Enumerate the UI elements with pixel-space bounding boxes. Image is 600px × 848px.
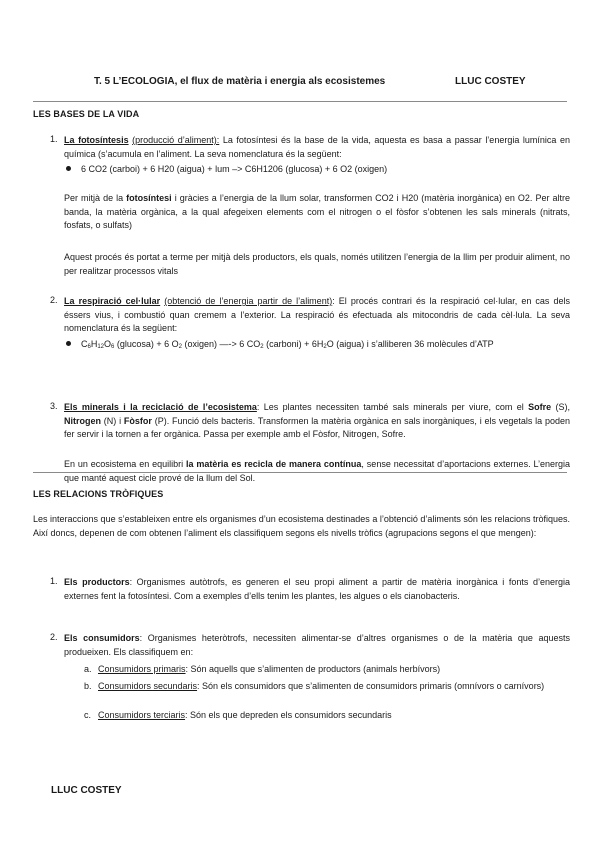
sub-text: : Són aquells que s’alimenten de productors (animals herbívors) [185, 664, 441, 674]
para-text: : Les plantes necessiten també sals minerals per viure, com el [256, 402, 529, 412]
item-number: 1. [50, 576, 58, 586]
section-heading-bases: LES BASES DE LA VIDA [33, 109, 140, 119]
para-text: En un ecosistema en equilibri [64, 459, 187, 469]
consumidors-paragraph [64, 632, 570, 659]
eq-part: (carboni) + 6H [263, 339, 324, 349]
term-minerals: Els minerals i la reciclació de l’ecosistema [64, 402, 257, 412]
eq-part: O (aigua) i s’alliberen 36 molècules d’ATP [326, 339, 494, 349]
eq-part: (oxigen) —-> 6 CO [182, 339, 261, 349]
document-title: T. 5 L’ECOLOGIA, el flux de matèria i energia als ecosistemes [94, 76, 386, 87]
para-bold: la matèria es recicla de manera contínua [186, 459, 362, 469]
bullet-icon [66, 341, 71, 346]
bullet-icon [66, 166, 71, 171]
equation-text: 6 CO2 (carboi) + 6 H20 (aigua) + lum –> C6H1206 (glucosa) + 6 O2 (oxigen) [81, 164, 388, 174]
fotosintesi-paragraph-2 [64, 192, 570, 233]
sub-item-terciaris [84, 710, 392, 720]
fotosintesi-text: La fotosíntesi és la base de la vida, aquesta es basa a passar l’energia lumínica en química (s’acumula en l’aliment. La seva nomenclatura és la següent: [64, 135, 570, 159]
eq-sub: 6 [87, 344, 91, 350]
footer-author: LLUC COSTEY [51, 785, 122, 796]
productors-paragraph [64, 576, 570, 603]
sub-term: Consumidors terciaris [98, 710, 186, 720]
eq-part: H [90, 339, 98, 349]
sub-letter: c. [84, 710, 92, 720]
para-text: : Organismes heteròtrofs, necessiten alimentar-se d’altres organismes o de la matèria que aquests produeixen. Els classifiquem en: [64, 633, 570, 657]
minerals-paragraph [64, 401, 570, 442]
sub-term: Consumidors primaris [98, 664, 186, 674]
respiracio-text: : El procés contrari és la respiració cel·lular, en cas dels éssers vius, i combustió quan cremem a l’exterior. La respiració és efectuada als mitocondris de cada cèl·lula. La seva nomenclatura és la següent: [64, 296, 570, 334]
para-bold: Sofre [528, 402, 552, 412]
para-text: Per mitjà de la [64, 193, 127, 203]
eq-part: O [104, 339, 112, 349]
term-consumidors: Els consumidors [64, 633, 140, 643]
para-text: (P). Funció dels bacteris. Transformen la matèria orgànica en sals inorgàniques, i els vegetals la poden fer servir i la tornen a fer orgànica. Passa per exemple amb el Fòsfor, Nitrogen, Sofre. [64, 415, 571, 440]
header-divider [33, 101, 567, 102]
item-number: 1. [50, 134, 58, 144]
term-fotosintesi: La fotosíntesis [64, 135, 129, 145]
sub-letter: b. [84, 681, 92, 691]
para-bold: Nitrogen [64, 415, 101, 426]
sub-term: Consumidors secundaris [98, 681, 198, 691]
relacions-intro [33, 513, 570, 540]
term-productors: Els productors [64, 577, 130, 587]
fotosintesi-paragraph-3: Aquest procés és portat a terme per mitjà dels productors, els quals, només utilitzen l’energia de la llim per produir aliment, no per realitzar processos vitals [64, 252, 570, 276]
para-bold: Fòsfor [123, 415, 152, 426]
fotosintesi-paragraph [64, 134, 570, 161]
para-text: (S), [551, 402, 570, 412]
term-fotosintesi-paren: (producció d’aliment): [132, 135, 220, 145]
para-text: : Organismes autòtrofs, es generen el seu propi aliment a partir de matèria inorgànica i fonts d’energia externes fent la fotosíntesi. Com a exemples d’ells tenim les plantes, les algues o els cianobacteris. [64, 577, 570, 601]
intro-text: Les interaccions que s’estableixen entre els organismes d’un ecosistema destinades a l’obtenció d’aliments són les relacions tròfiques. Així doncs, depenen de com obtenen l’aliment els classifiquem segons els nivells tròfics (agrupacions segons el que mengen): [33, 514, 570, 538]
respiracio-paragraph [64, 295, 570, 336]
term-respiracio-paren: (obtenció de l’energia partir de l’aliment) [164, 296, 333, 306]
eq-sub: 12 [97, 344, 105, 350]
eq-sub: 2 [178, 344, 183, 350]
eq-sub: 6 [111, 344, 115, 350]
item-number: 2. [50, 632, 58, 642]
sub-text: : Són els consumidors que s’alimenten de consumidors primaris (omnívors o carnívors) [197, 681, 545, 691]
item-number: 3. [50, 401, 58, 411]
header-author: LLUC COSTEY [455, 76, 526, 87]
eq-sub: 2 [323, 344, 327, 350]
sub-letter: a. [84, 664, 92, 674]
para-text: (N) i [101, 415, 124, 426]
respiracio-equation [66, 339, 494, 350]
sub-text: : Són els que depreden els consumidors secundaris [185, 710, 392, 720]
para-bold: fotosíntesi [126, 193, 172, 203]
item-number: 2. [50, 295, 58, 305]
eq-sub: 2 [260, 344, 264, 350]
para-text: , sense necessitat d’aportacions externes. L’energia que manté aquest cicle prové de la llum del Sol. [64, 459, 570, 483]
fotosintesi-equation [66, 164, 387, 174]
section-heading-relacions: LES RELACIONS TRÒFIQUES [33, 489, 164, 499]
sub-item-primaris [84, 664, 440, 674]
section-divider [33, 472, 567, 473]
sub-item-secundaris [84, 680, 570, 694]
eq-part: (glucosa) + 6 O [114, 339, 179, 349]
para-text: i gràcies a l’energia de la llum solar, transformen CO2 i H20 (matèria inorgànica) en O2. Per altre banda, la matèria orgànica, a la qual afegeixen elements com el nitrogen o el fòsfor s’obtenen les sals minerals (nitrats, fosfats, o sulfats) [64, 193, 570, 231]
eq-part: C [81, 339, 88, 349]
term-respiracio: La respiració cel·lular [64, 296, 161, 306]
